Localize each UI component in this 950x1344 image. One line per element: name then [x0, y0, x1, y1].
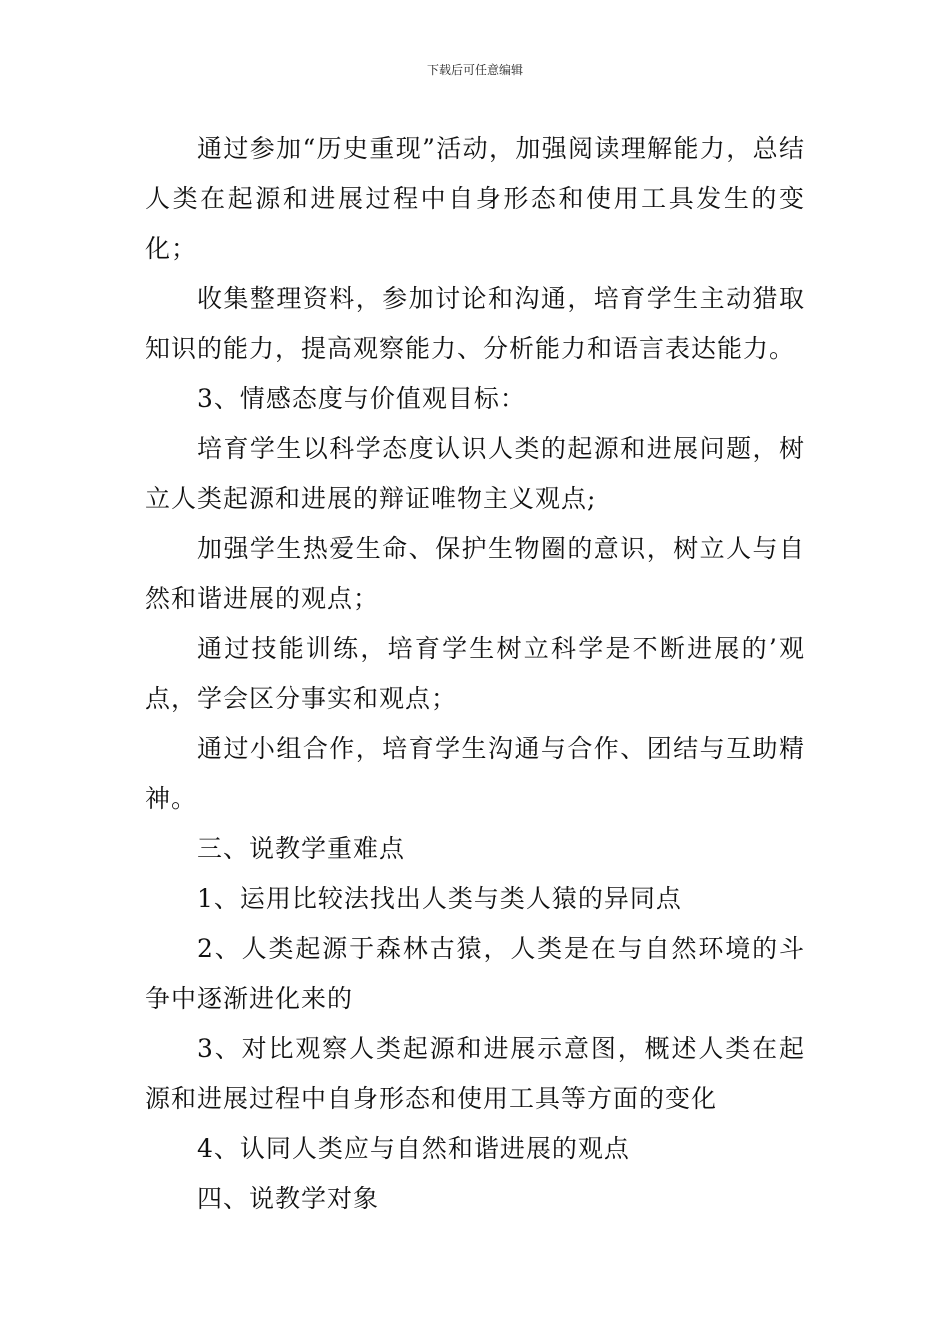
paragraph-scientific-attitude: 培育学生以科学态度认识人类的起源和进展问题，树立人类起源和进展的辩证唯物主义观点; [145, 434, 805, 513]
section-heading-key-points: 三、说教学重难点 [197, 834, 406, 863]
section-heading-teaching-objects: 四、说教学对象 [197, 1184, 380, 1213]
paragraph-skill-training: 通过技能训练，培育学生树立科学是不断进展的’观点，学会区分事实和观点； [145, 634, 805, 713]
key-point-1: 1、运用比较法找出人类与类人猿的异同点 [197, 884, 682, 913]
key-point-4: 4、认同人类应与自然和谐进展的观点 [197, 1134, 630, 1163]
page-header-note: 下载后可任意编辑 [426, 63, 523, 77]
paragraph-emotion-goal-heading: 3、情感态度与价值观目标： [197, 384, 526, 413]
paragraph-group-cooperation: 通过小组合作，培育学生沟通与合作、团结与互助精神。 [145, 734, 805, 813]
paragraph-collect-materials: 收集整理资料，参加讨论和沟通，培育学生主动猎取知识的能力，提高观察能力、分析能力和语言表达能力。 [145, 284, 805, 363]
paragraph-history-activity: 通过参加“历史重现”活动，加强阅读理解能力，总结人类在起源和进展过程中自身形态和使用工具发生的变化； [145, 134, 805, 263]
key-point-2: 2、人类起源于森林古猿，人类是在与自然环境的斗争中逐渐进化来的 [145, 934, 805, 1013]
key-point-3: 3、对比观察人类起源和进展示意图，概述人类在起源和进展过程中自身形态和使用工具等方面的变化 [145, 1034, 805, 1113]
paragraph-love-life: 加强学生热爱生命、保护生物圈的意识，树立人与自然和谐进展的观点； [145, 534, 805, 613]
document-body [145, 124, 805, 1224]
